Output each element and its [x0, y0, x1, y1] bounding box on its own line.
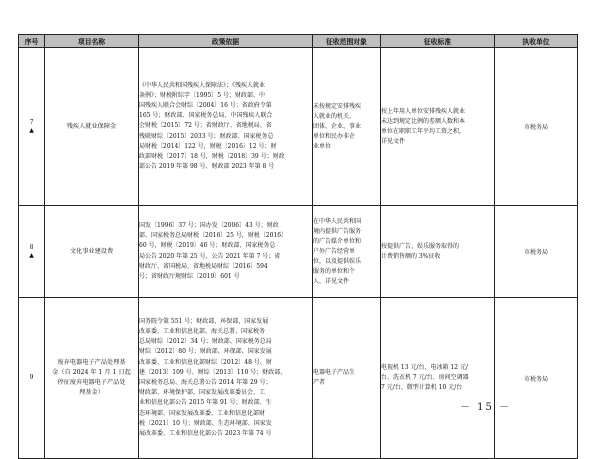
collection-standard-line: 电视机 13 元/台、电冰箱 12 元/ [381, 364, 468, 371]
item-name-line: 理基金） [79, 389, 104, 396]
policy-basis-line: 部、国家税务总局财税〔2016〕25 号，财税〔2016〕 [139, 232, 288, 240]
policy-basis-line: 建〔2013〕109 号、财综〔2013〕110 号；财政部、 [139, 368, 287, 376]
item-name-line: 停征废弃电器电子产品处 [57, 379, 126, 386]
collection-scope-line: 户外广告经营单 [313, 247, 356, 255]
policy-basis-line: 财综〔2012〕80 号；财政部、环保部、国家发展 [139, 348, 272, 356]
collection-scope-line: 境内提供广告服务 [313, 227, 362, 235]
header-collection-standard: 征收标准 [381, 35, 495, 48]
table-row [19, 48, 578, 206]
page-number: － 15 － [460, 402, 512, 413]
collection-scope-line: 业单位 [313, 142, 332, 150]
collection-scope-line: 在中华人民共和国 [313, 217, 362, 225]
header-serial-number: 序号 [19, 35, 45, 48]
collection-standard-line: 按上年用人单位安排残疾人就业 [381, 107, 466, 115]
policy-basis-line: 《中华人民共和国残疾人保障法》；《残疾人就业 [139, 81, 266, 89]
fee-table [18, 34, 578, 459]
table-row [19, 206, 578, 298]
collection-scope-line: 团体、企业、事业 [313, 122, 362, 130]
cell-serial-number [19, 206, 45, 298]
collection-scope-line: 人就业的机关、 [313, 112, 356, 120]
serial-number: 9 [29, 374, 34, 381]
policy-basis-line: 财政厅、省国税局、省地税局财综〔2016〕594 [139, 262, 268, 270]
policy-basis-line: 部公告 2019 年第 98 号、财政部 2023 年第 8 号 [139, 163, 275, 171]
cell-policy-basis [139, 298, 313, 459]
policy-basis-line: 改革委、工业和信息化部、海关总署、国家税务 [139, 327, 266, 335]
collection-standard-line: 单位在职职工年平均工资之积， [381, 127, 466, 135]
cell-collecting-unit: 市税务局 [495, 48, 578, 206]
cell-collection-standard [381, 48, 495, 206]
cell-serial-number [19, 298, 45, 459]
policy-basis-line: 总局财综〔2012〕34 号；财政部、国家税务总局 [139, 338, 272, 346]
cell-collecting-unit: 市税务局 [495, 206, 578, 298]
cell-collection-scope [313, 298, 381, 459]
header-policy-basis: 政策依据 [139, 35, 313, 48]
collection-standard-line: 未达到规定比例的差额人数和本 [381, 117, 466, 125]
policy-basis-line: 条例》；财税附综字〔1995〕5 号；财政部、中 [139, 91, 265, 99]
policy-basis-line: 国发〔1996〕37 号；国办发〔2006〕43 号；财政 [139, 221, 279, 229]
collection-scope-line: 电器电子产品生 [313, 369, 356, 376]
cell-policy-basis [139, 206, 313, 298]
triangle-marker-icon: ▲ [29, 126, 34, 134]
collection-standard-line: 详见文件 [381, 137, 406, 145]
policy-basis-line: 财政部、环境保护部、国家发展改革委员会、工 [139, 389, 266, 397]
header-collection-scope: 征收范围对象 [313, 35, 381, 48]
policy-basis-line: 国务院令第 551 号；财政部、环保部、国家发展 [139, 317, 269, 325]
item-name-line: 文化事业建设费 [69, 247, 114, 255]
cell-collection-standard [381, 206, 495, 298]
policy-basis-line: 国家税务总局、海关总署公告 2014 年第 29 号； [139, 379, 272, 386]
policy-basis-line: 态环境部、国家发展改革委、工业和信息化部财 [139, 409, 266, 417]
cell-collection-standard [381, 298, 495, 459]
collection-scope-line: 产者 [313, 379, 326, 386]
collection-standard-line: 台、洗衣机 7 元/台、房间空调器 [381, 374, 469, 381]
policy-basis-line: 改革委、工业和信息化部财综〔2012〕48 号、财 [139, 358, 272, 366]
cell-item-name [45, 48, 139, 206]
collection-standard-line: 按提供广告、娱乐服务取得的 [381, 242, 460, 250]
collection-scope-line: 服务的单位和个 [313, 267, 356, 275]
serial-number: 7 [29, 118, 34, 126]
cell-policy-basis [139, 48, 313, 206]
collection-standard-line: 计费销售额的 3%征收 [381, 252, 441, 260]
triangle-marker-icon: ▲ [29, 251, 34, 259]
item-name-line: 金（自 2024 年 1 月 1 日起 [52, 369, 131, 376]
table-header-row [19, 35, 578, 48]
policy-basis-line: 局财税〔2014〕122 号，财税〔2016〕12 号；财 [139, 142, 277, 150]
policy-basis-line: 60 号，财税〔2019〕46 号；财政部、国家税务总 [139, 242, 276, 250]
cell-item-name [45, 298, 139, 459]
collection-scope-line: 单位和民办非企 [313, 132, 356, 140]
collection-scope-line: 位，以及提供娱乐 [313, 257, 362, 265]
collection-scope-line: 人，详见文件 [313, 277, 350, 285]
policy-basis-line: 展改革委、工业和信息化部公告 2023 年第 74 号 [139, 430, 272, 438]
policy-basis-line: 165 号；财政部、国家税务总局、中国残疾人联合 [139, 112, 273, 120]
item-name-line: 废弃电器电子产品处理基 [57, 359, 126, 366]
collection-scope-line: 的广告媒介单位和 [313, 237, 362, 245]
policy-basis-line: 政部财税〔2017〕18 号，财税〔2018〕39 号；财政 [139, 153, 285, 160]
policy-basis-line: 会财税〔2015〕72 号；省财政厅、省地税局、省 [139, 122, 272, 130]
collection-standard-line: 7 元/台、微型计算机 10 元/台 [381, 384, 463, 391]
cell-serial-number [19, 48, 45, 206]
cell-collection-scope [313, 206, 381, 298]
policy-basis-line: 残联财综〔2015〕2033 号；财政部、国家税务总 [139, 132, 274, 140]
header-collecting-unit: 执收单位 [495, 35, 578, 48]
policy-basis-line: 税〔2021〕10 号；财政部、生态环境部、国家发 [139, 419, 272, 427]
item-name-line: 残疾人就业保障金 [66, 122, 117, 130]
serial-number: 8 [29, 243, 34, 251]
table-row [19, 298, 578, 459]
cell-collection-scope [313, 48, 381, 206]
fee-table-sheet [18, 34, 577, 459]
header-item-name: 项目名称 [45, 35, 139, 48]
policy-basis-line: 国残疾人联合会财综〔2004〕16 号；省政府令第 [139, 101, 272, 109]
policy-basis-line: 号；省财政厅规财综〔2019〕601 号 [139, 272, 240, 280]
cell-collecting-unit: 市税务局 [495, 298, 578, 459]
cell-item-name [45, 206, 139, 298]
fee-table-body [19, 48, 578, 459]
policy-basis-line: 业和信息化部公告 2015 年第 91 号；财政部、生 [139, 399, 272, 407]
policy-basis-line: 局公告 2020 年第 25 号、公告 2021 年第 7 号；省 [139, 252, 281, 260]
collection-scope-line: 未按规定安排残疾 [313, 102, 362, 110]
